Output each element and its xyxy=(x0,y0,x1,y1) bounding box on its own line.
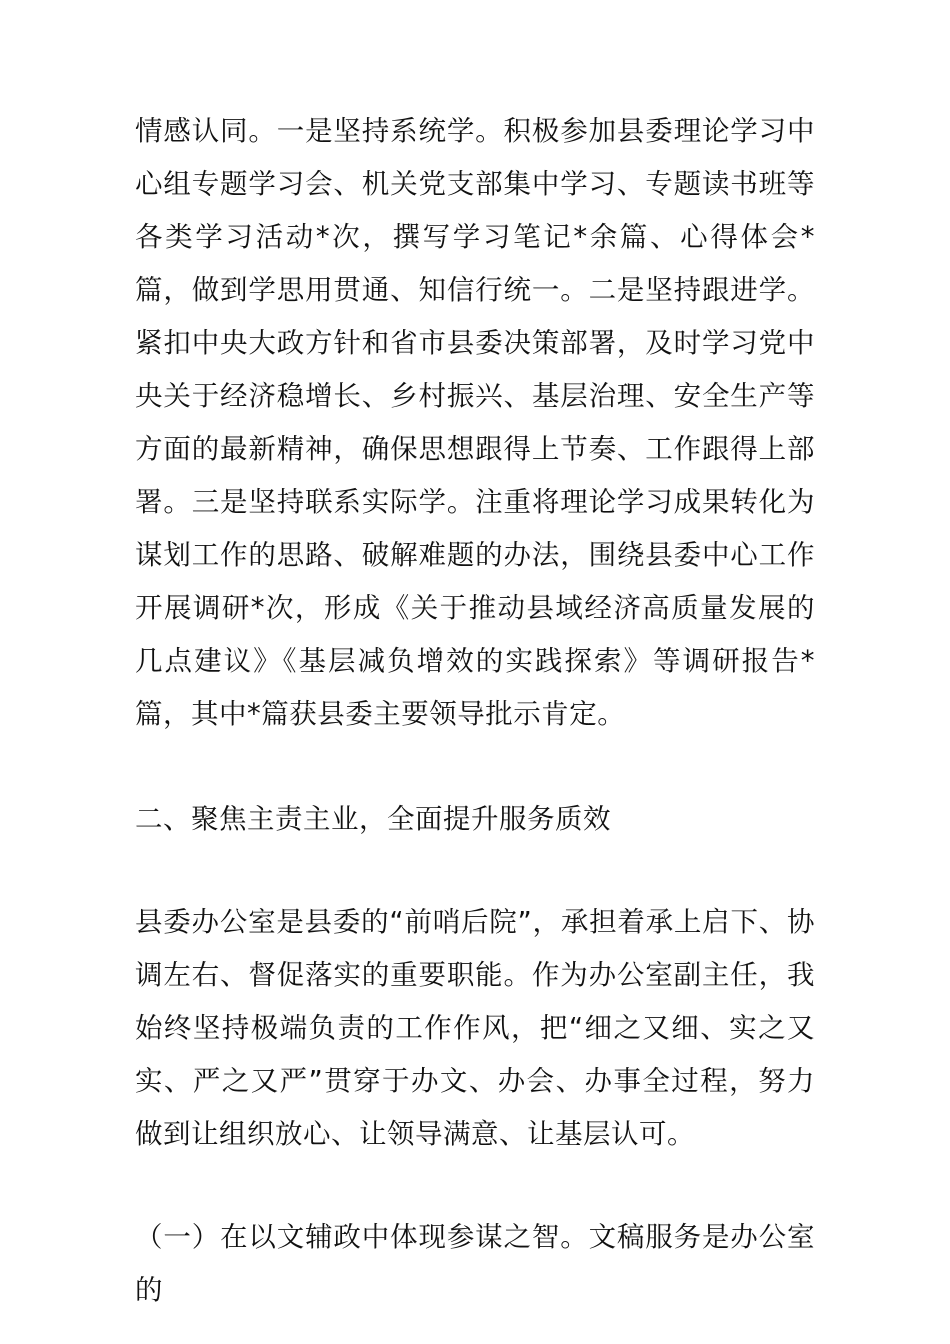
body-paragraph-subsection-one: （一）在以文辅政中体现参谋之智。文稿服务是办公室的 xyxy=(135,1221,815,1306)
heading-spacer xyxy=(135,846,815,896)
document-body xyxy=(135,105,815,1317)
paragraph-spacer xyxy=(135,741,815,793)
section-heading-two: 二、聚焦主责主业，全面提升服务质效 xyxy=(135,803,611,835)
body-paragraph-office-duty: 县委办公室是县委的“前哨后院”，承担着承上启下、协调左右、督促落实的重要职能。作为办公室副主任，我始终坚持极端负责的工作作风，把“细之又细、实之又实、严之又严”贯穿于办文、办会、办事全过程，努力做到让组织放心、让领导满意、让基层认可。 xyxy=(135,906,815,1150)
paragraph-spacer-2 xyxy=(135,1161,815,1211)
body-paragraph-theory-study: 情感认同。一是坚持系统学。积极参加县委理论学习中心组专题学习会、机关党支部集中学习、专题读书班等各类学习活动*次，撰写学习笔记*余篇、心得体会*篇，做到学思用贯通、知信行统一。二是坚持跟进学。紧扣中央大政方针和省市县委决策部署，及时学习党中央关于经济稳增长、乡村振兴、基层治理、安全生产等方面的最新精神，确保思想跟得上节奏、工作跟得上部署。三是坚持联系实际学。注重将理论学习成果转化为谋划工作的思路、破解难题的办法，围绕县委中心工作开展调研*次，形成《关于推动县域经济高质量发展的几点建议》《基层减负增效的实践探索》等调研报告*篇，其中*篇获县委主要领导批示肯定。 xyxy=(135,115,815,730)
